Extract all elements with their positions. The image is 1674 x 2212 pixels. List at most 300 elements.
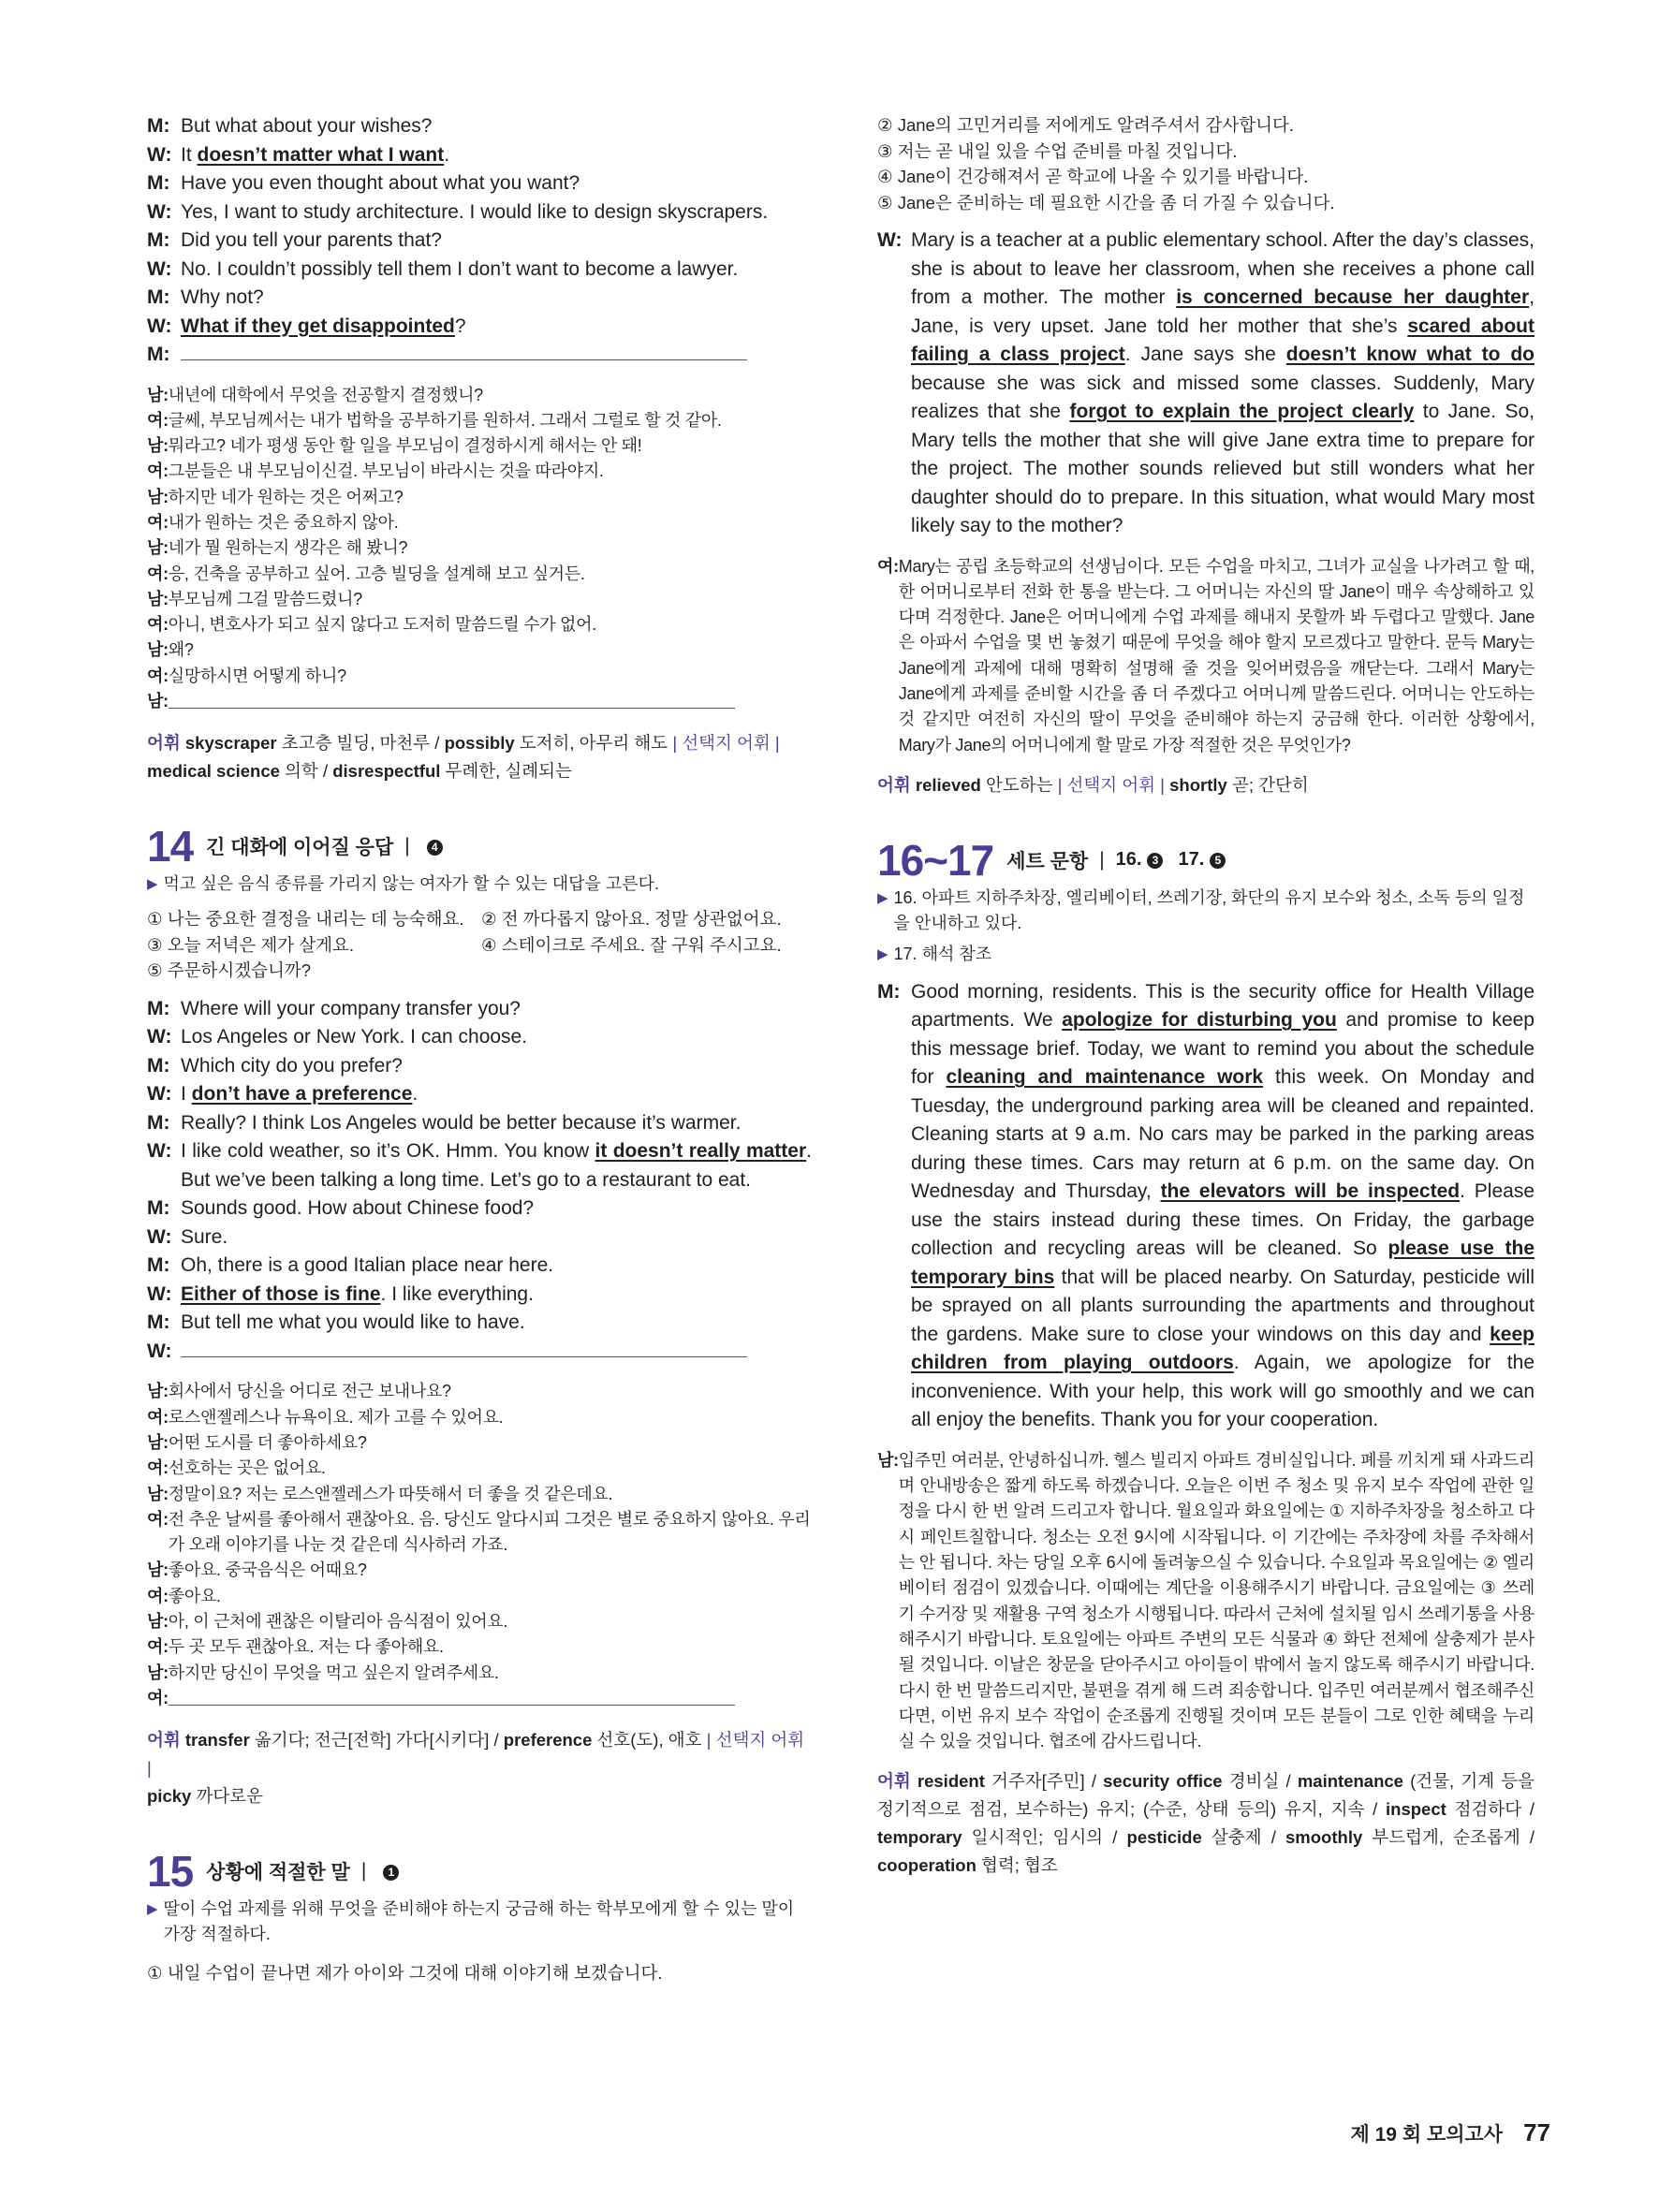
- text-run: because she was sick and missed some classes. Suddenly, Mary realizes that she: [911, 372, 1534, 422]
- monologue-15-english: [877, 227, 1534, 541]
- page-number: 77: [1523, 2118, 1550, 2146]
- text-run: But tell me what you would like to have.: [181, 1311, 525, 1334]
- line-text: 회사에서 당신을 어디로 전근 보내나요?: [168, 1382, 451, 1401]
- vocab-word: disrespectful: [332, 761, 441, 782]
- dialog-line: [147, 1507, 812, 1559]
- option-row: [877, 190, 1534, 216]
- key-phrase: doesn’t matter what I want: [197, 143, 445, 166]
- line-text: [181, 198, 812, 227]
- option: ② 전 까다롭지 않아요. 정말 상관없어요.: [481, 909, 782, 930]
- text-run: It: [181, 143, 198, 166]
- dialog-line: [147, 1223, 812, 1252]
- text-run: Yes, I want to study architecture. I would like to design skyscrapers.: [181, 200, 769, 223]
- dialog-line: [147, 1109, 812, 1138]
- dialog-line: [147, 1609, 812, 1634]
- line-text: [181, 112, 812, 141]
- speaker-label: 여:: [147, 461, 169, 481]
- answer-badge-17: 17. 5: [1178, 849, 1226, 871]
- answer-circle-icon: 5: [1210, 853, 1226, 869]
- answer-badge: [421, 836, 443, 857]
- text-run: Sounds good. How about Chinese food?: [181, 1197, 535, 1220]
- dialog-line: [147, 227, 812, 256]
- speaker-label: W:: [147, 1225, 172, 1248]
- dialog-line: [147, 383, 812, 408]
- text-run: to Jane. So, Mary tells the mother that she will give Jane extra time to prepare for the project. The mother sounds relieved but still wonders what her daughter should do to prepare. In this situation, what would Mary most likely say to the mother?: [911, 401, 1534, 536]
- vocab-word: picky: [147, 1786, 192, 1807]
- dialog-line: [147, 535, 812, 561]
- vocab-meaning: 일시적인; 임시의 /: [962, 1827, 1127, 1848]
- line-text: [169, 1686, 812, 1713]
- key-phrase: please use the temporary bins: [911, 1238, 1535, 1288]
- dialog-line: [147, 112, 812, 141]
- text-run: Have you even thought about what you want?: [181, 172, 580, 194]
- speaker-label: W:: [147, 200, 172, 223]
- dialog-line: [147, 1194, 812, 1223]
- text-run: Los Angeles or New York. I can choose.: [181, 1026, 528, 1048]
- text-run: Where will your company transfer you?: [181, 997, 521, 1019]
- monologue-16-english: [877, 978, 1534, 1435]
- line-text: 왜?: [168, 640, 194, 660]
- vocab-word: resident: [917, 1771, 985, 1792]
- speaker-label: W:: [147, 315, 172, 337]
- speaker-label: W:: [147, 143, 172, 166]
- speaker-label: 남:: [147, 589, 169, 608]
- speaker-label: M:: [147, 344, 170, 365]
- dialog-line: [147, 1634, 812, 1660]
- answer-badge: [377, 1861, 399, 1882]
- line-text: Mary는 공립 초등학교의 선생님이다. 모든 수업을 마치고, 그녀가 교실을 나가려고 할 때, 한 어머니로부터 전화 한 통을 받는다. 그 어머니는 자신의 딸 Jane이 매우 속상해하고 있다며 걱정한다. Jane은 어머니에게 수업 과제를 해내지 못할까 봐 두렵다고 말했다. Jane은 아파서 수업을 몇 번 놓쳤기 때문에 무엇을 해야 할지 모르겠다고 말한다. 문득 Mary는 Jane에게 과제에 대해 명확히 설명해 줄 것을 잊어버렸음을 깨닫는다. 그래서 Mary는 Jane에게 과제를 준비할 시간을 좀 더 주겠다고 어머니께 말씀드린다. 어머니는 안도하는 것 같지만 여전히 자신의 딸이 무엇을 준비해야 하는지 궁금해 한다. 이러한 상황에서, Mary가 Jane의 어머니에게 할 말로 가장 적절한 것은 무엇인가?: [898, 556, 1534, 754]
- line-text: [181, 1309, 812, 1338]
- text-run: Really? I think Los Angeles would be better because it’s warmer.: [181, 1111, 742, 1134]
- vocab-label: 어휘: [877, 1771, 918, 1792]
- speaker-label: 남:: [877, 1450, 899, 1470]
- section-number: 15: [147, 1847, 194, 1897]
- line-text: [181, 1281, 812, 1310]
- vocab-16-17: [877, 1767, 1534, 1880]
- vocab-word: smoothly: [1285, 1827, 1363, 1848]
- line-text: [181, 256, 812, 285]
- triangle-right-icon: ▶: [877, 945, 888, 962]
- dialog-line: [147, 1456, 812, 1481]
- speaker-label: W:: [877, 229, 903, 251]
- vocab-word: inspect: [1386, 1799, 1446, 1820]
- dialog-line: [147, 637, 812, 663]
- monologue-15-korean: [877, 554, 1534, 758]
- dialog-line: [147, 1252, 812, 1281]
- section-15-tip: ▶ 딸이 수업 과제를 위해 무엇을 준비해야 하는지 궁금해 하는 학부모에게 할 수 있는 말이 가장 적절하다.: [147, 1897, 812, 1947]
- vocab-meaning: 점검하다 /: [1446, 1799, 1534, 1820]
- vocab-meaning: 선호(도), 애호: [592, 1730, 707, 1751]
- vocab-meaning: 살충제 /: [1201, 1827, 1286, 1848]
- speaker-label: M:: [147, 997, 170, 1019]
- dialog-line: [877, 554, 1534, 758]
- dialog-line: [147, 1023, 812, 1052]
- vocab-word: relieved: [915, 774, 981, 795]
- line-text: [181, 1052, 812, 1081]
- vocab-meaning: 부드럽게, 순조롭게 /: [1362, 1827, 1535, 1848]
- triangle-right-icon: ▶: [147, 876, 158, 893]
- dialog-line: [147, 1405, 812, 1430]
- text-run: that will be placed nearby. On Saturday, pesticide will be sprayed on all plants surrounding the apartments and throughout the gardens. Make sure to close your windows on this day and: [911, 1266, 1534, 1345]
- dialog-line: [147, 1379, 812, 1404]
- vocab-meaning: 안도하는: [980, 774, 1058, 795]
- answer-circle-icon: 3: [1147, 853, 1163, 869]
- speaker-label: M:: [147, 1054, 170, 1077]
- vocab-meaning: 거주자[주민] /: [984, 1771, 1104, 1792]
- key-phrase: scared about failing a class project: [911, 315, 1534, 365]
- line-text: 정말이요? 저는 로스앤젤레스가 따뜻해서 더 좋을 것 같은데요.: [168, 1484, 613, 1503]
- line-text: 좋아요.: [168, 1586, 221, 1605]
- speaker-label: 남:: [147, 1663, 169, 1682]
- text-run: , Jane, is very upset. Jane told her mother that she’s: [911, 286, 1534, 337]
- dialog-14-korean: [147, 1379, 812, 1713]
- answer-circle-icon: 1: [383, 1865, 399, 1881]
- vocab-meaning: 무례한, 실례되는: [440, 761, 572, 782]
- speaker-label: 여:: [147, 564, 169, 583]
- text-run: .: [444, 143, 450, 166]
- vocab-15: [877, 771, 1534, 799]
- line-text: [181, 227, 812, 256]
- option-row: [877, 112, 1534, 139]
- dialog-line: [147, 313, 812, 342]
- dialog-line: [147, 256, 812, 285]
- key-phrase: What if they get disappointed: [181, 315, 455, 337]
- vocab-label: 어휘: [147, 733, 185, 754]
- answer-blank: [181, 341, 747, 360]
- line-text: [181, 1080, 812, 1109]
- vocab-13: [147, 729, 812, 785]
- text-run: Sure.: [181, 1225, 228, 1248]
- answer-badge-16: 16. 3: [1116, 849, 1164, 871]
- dialog-line: [147, 664, 812, 689]
- monologue-16-korean: [877, 1448, 1534, 1755]
- dialog-line: [147, 689, 812, 716]
- dialog-line: [147, 284, 812, 313]
- option-row: [147, 932, 812, 959]
- dialog-line: [147, 1137, 812, 1194]
- option: ② Jane의 고민거리를 저에게도 알려주셔서 감사합니다.: [877, 115, 1294, 135]
- section-number: 14: [147, 822, 194, 872]
- option: ③ 오늘 저녁은 제가 살게요.: [147, 934, 354, 955]
- speaker-label: 남:: [147, 692, 169, 711]
- vocab-word: skyscraper: [184, 733, 277, 754]
- option-row: [877, 139, 1534, 165]
- speaker-label: 남:: [147, 1484, 169, 1503]
- vocab-meaning: 경비실 /: [1222, 1771, 1298, 1792]
- line-text: 응, 건축을 공부하고 싶어. 고층 빌딩을 설계해 보고 싶거든.: [168, 564, 585, 583]
- line-text: [181, 995, 812, 1024]
- speaker-label: 여:: [147, 410, 169, 430]
- text-run: I like cold weather, so it’s OK. Hmm. You know: [181, 1140, 595, 1163]
- speaker-label: M:: [877, 980, 901, 1003]
- text-run: ?: [454, 315, 466, 337]
- line-text: [169, 689, 812, 716]
- line-text: 내년에 대학에서 무엇을 전공할지 결정했니?: [168, 385, 483, 404]
- vocab-word: security office: [1103, 1771, 1223, 1792]
- speaker-label: 남:: [147, 1432, 169, 1452]
- dialog-line: [147, 1661, 812, 1686]
- speaker-label: 남:: [147, 487, 169, 506]
- vocab-word: temporary: [877, 1827, 962, 1848]
- option: ③ 저는 곧 내일 있을 수업 준비를 마칠 것입니다.: [877, 140, 1238, 161]
- text-run: . Please use the stairs instead during these times. On Friday, the garbage collection and recycling areas will be cleaned. So: [911, 1180, 1534, 1260]
- dialog-line: [877, 978, 1534, 1435]
- text-run: . Jane says she: [1124, 344, 1286, 365]
- section-title: 긴 대화에 이어질 응답: [206, 837, 394, 859]
- dialog-line: [147, 1686, 812, 1713]
- vocab-meaning: 도저히, 아무리 해도: [514, 733, 673, 754]
- speaker-label: 여:: [147, 1688, 169, 1707]
- vocab-meaning: 협력; 협조: [976, 1855, 1058, 1876]
- vocab-word: preference: [503, 1730, 593, 1751]
- vocab-word: maintenance: [1297, 1771, 1403, 1792]
- line-text: 그분들은 내 부모님이신걸. 부모님이 바라시는 것을 따라야지.: [168, 461, 604, 481]
- section-17-tip: ▶ 17. 해석 참조: [877, 942, 1534, 967]
- section-16-17-header: 16~17 세트 문항 | 16. 3 17. 5: [877, 835, 1534, 886]
- dialog-line: [147, 1584, 812, 1609]
- answer-circle-icon: 4: [427, 840, 443, 856]
- line-text: [181, 341, 812, 370]
- text-run: Mary is a teacher at a public elementary school. After the day’s classes, she is about to leave her classroom, when she receives a phone call from a mother. The mother: [911, 229, 1534, 308]
- speaker-label: 여:: [147, 615, 169, 635]
- line-text: 하지만 당신이 무엇을 먹고 싶은지 알려주세요.: [168, 1663, 499, 1682]
- section-16-tip: ▶ 16. 아파트 지하주차장, 엘리베이터, 쓰레기장, 화단의 유지 보수와 청소, 소독 등의 일정을 안내하고 있다.: [877, 886, 1534, 936]
- option: ⑤ 주문하시겠습니까?: [147, 960, 311, 981]
- speaker-label: W:: [147, 257, 172, 280]
- vocab-word: shortly: [1169, 774, 1227, 795]
- dialog-line: [147, 1052, 812, 1081]
- key-phrase: the elevators will be inspected: [1160, 1180, 1461, 1203]
- text-run: Did you tell your parents that?: [181, 229, 442, 251]
- text-run: Which city do you prefer?: [181, 1054, 403, 1077]
- line-text: [911, 227, 1534, 541]
- dialog-line: [147, 1430, 812, 1456]
- text-run: and promise to keep this message brief. Today, we want to remind you about the schedule for: [911, 1009, 1534, 1089]
- text-run: this week. On Monday and Tuesday, the underground parking area will be cleaned and repainted. Cleaning starts at 9 a.m. No cars may be parked in the parking areas during these times. Cars may return at 6 p.m. on the same day. On Wednesday and Thursday,: [911, 1066, 1534, 1203]
- dialog-line: [147, 433, 812, 459]
- speaker-label: W:: [147, 1282, 172, 1305]
- line-text: [181, 1194, 812, 1223]
- section-14-tip: ▶ 먹고 싶은 음식 종류를 가리지 않는 여자가 할 수 있는 대답을 고른다.: [147, 872, 812, 897]
- line-text: 하지만 네가 원하는 것은 어쩌고?: [168, 487, 404, 506]
- section-14-header: 14 긴 대화에 이어질 응답 | 4: [147, 821, 812, 872]
- line-text: [181, 1252, 812, 1281]
- vocab-word: transfer: [184, 1730, 250, 1751]
- speaker-label: 남:: [147, 640, 169, 660]
- vocab-word: pesticide: [1126, 1827, 1202, 1848]
- line-text: 실망하시면 어떻게 하니?: [168, 666, 346, 685]
- section-number: 16~17: [877, 835, 994, 885]
- option-row: [147, 906, 812, 932]
- text-run: But what about your wishes?: [181, 115, 433, 137]
- dialog-line: [147, 169, 812, 198]
- dialog-line: [147, 1338, 812, 1367]
- speaker-label: 남:: [147, 385, 169, 404]
- key-phrase: doesn’t know what to do: [1285, 344, 1534, 365]
- speaker-label: W:: [147, 1026, 172, 1048]
- answer-blank: [169, 689, 735, 709]
- speaker-label: 여:: [147, 1407, 169, 1427]
- speaker-label: 여:: [147, 666, 169, 685]
- page-footer: [1351, 2118, 1551, 2147]
- dialog-line: [147, 485, 812, 510]
- line-text: 아, 이 근처에 괜찮은 이탈리아 음식점이 있어요.: [168, 1612, 508, 1632]
- text-run: . But we’ve been talking a long time. Let’s go to a restaurant to eat.: [181, 1140, 812, 1191]
- dialog-line: [147, 612, 812, 637]
- dialog-line: [147, 341, 812, 370]
- section-title: 세트 문항: [1006, 850, 1089, 872]
- section-15-options: [877, 112, 1534, 215]
- speaker-label: 여:: [147, 1458, 169, 1478]
- line-text: 두 곳 모두 괜찮아요. 저는 다 좋아해요.: [168, 1637, 444, 1657]
- dialog-line: [147, 1558, 812, 1583]
- answer-blank: [181, 1338, 747, 1357]
- key-phrase: keep children from playing outdoors: [911, 1323, 1534, 1374]
- speaker-label: 남:: [147, 1382, 169, 1401]
- vocab-meaning: 곧; 간단히: [1226, 774, 1309, 795]
- key-phrase: apologize for disturbing you: [1062, 1009, 1337, 1032]
- key-phrase: don’t have a preference: [191, 1083, 413, 1106]
- line-text: 뭐라고? 네가 평생 동안 할 일을 부모님이 결정하시게 해서는 안 돼!: [168, 436, 642, 456]
- speaker-label: M:: [147, 1197, 170, 1220]
- vocab-word: possibly: [444, 733, 515, 754]
- text-run: .: [412, 1083, 418, 1106]
- key-phrase: Either of those is fine: [181, 1282, 381, 1305]
- text-run: No. I couldn’t possibly tell them I don’t want to become a lawyer.: [181, 257, 739, 280]
- vocab-meaning: (건물, 기계 등을 정기적으로 점검, 보수하는) 유지; (수준, 상태 등의) 유지, 지속 /: [877, 1771, 1534, 1820]
- dialog-line: [147, 141, 812, 170]
- dialog-line: [147, 198, 812, 227]
- dialog-line: [147, 1281, 812, 1310]
- vocab-meaning: 까다로운: [191, 1786, 263, 1807]
- line-text: [181, 141, 812, 170]
- speaker-label: W:: [147, 1140, 172, 1163]
- line-text: [181, 284, 812, 313]
- dialog-line: [147, 510, 812, 535]
- triangle-right-icon: ▶: [877, 889, 888, 906]
- option: ① 나는 중요한 결정을 내리는 데 능숙해요.: [147, 909, 464, 930]
- dialog-line: [147, 459, 812, 484]
- line-text: 글쎄, 부모님께서는 내가 법학을 공부하기를 원하셔. 그래서 그럴로 할 것 같아.: [168, 410, 722, 430]
- line-text: 전 추운 날씨를 좋아해서 괜찮아요. 음. 당신도 알다시피 그것은 별로 중요하지 않아요. 우리가 오래 이야기를 나눈 것 같은데 식사하러 가죠.: [168, 1509, 811, 1555]
- vocab-label: 어휘: [877, 774, 916, 795]
- option-1: ① 내일 수업이 끝나면 제가 아이와 그것에 대해 이야기해 보겠습니다.: [147, 1963, 663, 1984]
- section-title: 상황에 적절한 말: [206, 1862, 350, 1884]
- speaker-label: W:: [147, 1083, 172, 1106]
- right-column: [877, 112, 1534, 1880]
- key-phrase: cleaning and maintenance work: [946, 1066, 1264, 1089]
- section-14-options: [147, 906, 812, 984]
- speaker-label: 남:: [147, 538, 169, 558]
- line-text: 어떤 도시를 더 좋아하세요?: [168, 1432, 367, 1452]
- dialog-line: [147, 995, 812, 1024]
- text-run: Oh, there is a good Italian place near here.: [181, 1254, 554, 1277]
- option: ⑤ Jane은 준비하는 데 필요한 시간을 좀 더 가질 수 있습니다.: [877, 192, 1335, 212]
- vocab-word: cooperation: [877, 1855, 976, 1876]
- vocab-label: 어휘: [147, 1730, 185, 1751]
- speaker-label: 남:: [147, 1612, 169, 1632]
- answer-blank: [169, 1686, 735, 1706]
- dialog-13-english: [147, 112, 812, 370]
- speaker-label: M:: [147, 1311, 170, 1334]
- line-text: [181, 1023, 812, 1052]
- speaker-label: M:: [147, 286, 170, 308]
- text-run: . Again, we apologize for the inconvenience. With your help, this work will go smoothly and we can all enjoy the benefits. Thank you for your cooperation.: [911, 1352, 1534, 1431]
- dialog-line: [147, 587, 812, 612]
- vocab-meaning: 옮기다; 전근[전학] 가다[시키다] /: [249, 1730, 504, 1751]
- speaker-label: 남:: [147, 1560, 169, 1580]
- line-text: 내가 원하는 것은 중요하지 않아.: [168, 512, 399, 532]
- speaker-label: 여:: [147, 512, 169, 532]
- speaker-label: 남:: [147, 436, 169, 456]
- key-phrase: forgot to explain the project clearly: [1069, 401, 1415, 422]
- speaker-label: 여:: [147, 1509, 169, 1529]
- vocab-meaning: 의학 /: [279, 761, 333, 782]
- vocab-separator: | 선택지 어휘 |: [147, 1730, 805, 1779]
- dialog-line: [877, 227, 1534, 541]
- option: ④ 스테이크로 주세요. 잘 구워 주시고요.: [481, 934, 782, 955]
- text-run: I: [181, 1083, 192, 1106]
- vocab-separator: | 선택지 어휘 |: [1057, 774, 1170, 795]
- left-column: [147, 112, 812, 1986]
- line-text: [181, 1109, 812, 1138]
- key-phrase: it doesn’t really matter: [595, 1140, 807, 1163]
- line-text: 선호하는 곳은 없어요.: [168, 1458, 326, 1478]
- line-text: 부모님께 그걸 말씀드렸니?: [168, 589, 362, 608]
- vocab-14: [147, 1726, 812, 1810]
- line-text: 로스앤젤레스나 뉴욕이요. 제가 고를 수 있어요.: [168, 1407, 504, 1427]
- key-phrase: is concerned because her daughter: [1176, 286, 1530, 308]
- option: ④ Jane이 건강해져서 곧 학교에 나올 수 있기를 바랍니다.: [877, 167, 1309, 186]
- dialog-line: [147, 408, 812, 433]
- speaker-label: 여:: [147, 1637, 169, 1657]
- line-text: [181, 1137, 812, 1194]
- dialog-line: [147, 1309, 812, 1338]
- line-text: 네가 뭘 원하는지 생각은 해 봤니?: [168, 538, 408, 558]
- line-text: [181, 1223, 812, 1252]
- speaker-label: M:: [147, 1254, 170, 1277]
- speaker-label: M:: [147, 115, 170, 137]
- speaker-label: M:: [147, 229, 170, 251]
- speaker-label: M:: [147, 172, 170, 194]
- vocab-word: medical science: [147, 761, 280, 782]
- option-row: [877, 164, 1534, 190]
- section-15-header: 15 상황에 적절한 말 | 1: [147, 1846, 812, 1897]
- text-run: Good morning, residents. This is the security office for Health Village apartments. We: [911, 980, 1534, 1032]
- exam-label: 제 19 회 모의고사: [1350, 2124, 1504, 2146]
- speaker-label: W:: [147, 1340, 172, 1362]
- dialog-line: [147, 1080, 812, 1109]
- dialog-line: [877, 1448, 1534, 1755]
- vocab-meaning: 초고층 빌딩, 마천루 /: [276, 733, 445, 754]
- line-text: [911, 978, 1534, 1435]
- triangle-right-icon: ▶: [147, 1901, 158, 1918]
- text-run: . I like everything.: [380, 1282, 534, 1305]
- speaker-label: 여:: [877, 556, 899, 576]
- line-text: [181, 1338, 812, 1367]
- dialog-line: [147, 562, 812, 587]
- speaker-label: M:: [147, 1111, 170, 1134]
- text-run: Why not?: [181, 286, 264, 308]
- line-text: [181, 169, 812, 198]
- dialog-13-korean: [147, 383, 812, 717]
- line-text: 입주민 여러분, 안녕하십니까. 헬스 빌리지 아파트 경비실입니다. 폐를 끼치게 돼 사과드리며 안내방송은 짧게 하도록 하겠습니다. 오늘은 이번 주 청소 및 유지 보수 작업에 관한 일정을 다시 한 번 알려 드리고자 합니다. 월요일과 화요일에는 ① 지하주차장을 청소하고 다시 페인트칠합니다. 청소는 오전 9시에 시작됩니다. 이 기간에는 주차장에 차를 주차해서는 안 됩니다. 차는 당일 오후 6시에 돌려놓으실 수 있습니다. 수요일과 목요일에는 ② 엘리베이터 점검이 있겠습니다. 이때에는 계단을 이용해주시기 바랍니다. 금요일에는 ③ 쓰레기 수거장 및 재활용 구역 청소가 시행됩니다. 따라서 근처에 설치될 임시 쓰레기통을 사용해주시기 바랍니다. 토요일에는 아파트 주변의 모든 식물과 ④ 화단 전체에 살충제가 분사될 것입니다. 이날은 창문을 닫아주시고 아이들이 밖에서 놀지 않도록 해주시기 바랍니다. 다시 한 번 말씀드리지만, 불편을 겪게 해 드려 죄송합니다. 입주민 여러분께서 협조해주신다면, 이번 유지 보수 작업이 순조롭게 진행될 것이며 모든 분들이 그로 인한 혜택을 누리실 수 있을 것입니다. 협조에 감사드립니다.: [898, 1450, 1534, 1751]
- option-row: [147, 958, 812, 984]
- line-text: 좋아요. 중국음식은 어때요?: [168, 1560, 367, 1580]
- vocab-separator: | 선택지 어휘 |: [672, 733, 780, 754]
- dialog-line: [147, 1482, 812, 1507]
- speaker-label: 여:: [147, 1586, 169, 1605]
